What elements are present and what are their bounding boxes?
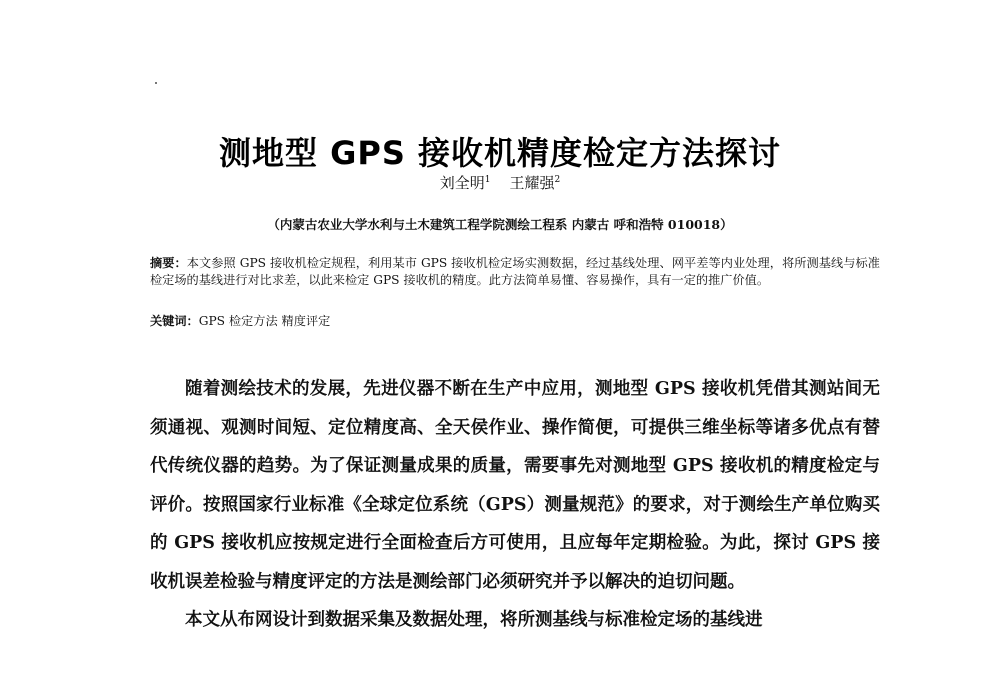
body-text	[150, 370, 880, 640]
body-paragraph: 本文从布网设计到数据采集及数据处理，将所测基线与标准检定场的基线进	[185, 610, 763, 630]
affiliation: （内蒙古农业大学水利与土木建筑工程学院测绘工程系 内蒙古 呼和浩特 010018）	[267, 217, 733, 232]
keywords	[150, 312, 880, 329]
scan-speck	[155, 82, 157, 84]
author-line	[0, 172, 1000, 193]
abstract-text: 本文参照 GPS 接收机检定规程，利用某市 GPS 接收机检定场实测数据，经过基线处理、网平差等内业处理，将所测基线与标准检定场的基线进行对比求差，以此来检定 GPS 接收机的精度。此方法简单易懂、容易操作，具有一定的推广价值。	[150, 256, 880, 287]
body-paragraph: 随着测绘技术的发展，先进仪器不断在生产中应用，测地型 GPS 接收机凭借其测站间无须通视、观测时间短、定位精度高、全天侯作业、操作简便，可提供三维坐标等诸多优点有替代传统仪器的趋势。为了保证测量成果的质量，需要事先对测地型 GPS 接收机的精度检定与评价。按照国家行业标准《全球定位系统（GPS）测量规范》的要求，对于测绘生产单位购买的 GPS 接收机应按规定进行全面检查后方可使用，且应每年定期检验。为此，探讨 GPS 接收机误差检验与精度评定的方法是测绘部门必须研究并予以解决的迫切问题。	[150, 379, 880, 592]
abstract-label: 摘要：	[150, 256, 187, 270]
author-affiliation-mark: 1	[484, 175, 491, 185]
keywords-label: 关键词：	[150, 314, 199, 328]
author-name: 王耀强	[509, 174, 555, 192]
paper-title: 测地型 GPS 接收机精度检定方法探讨	[218, 134, 782, 172]
abstract	[150, 255, 880, 289]
keywords-text: GPS 检定方法 精度评定	[198, 314, 331, 328]
author-affiliation-mark: 2	[554, 175, 561, 185]
author-name: 刘全明	[439, 174, 485, 192]
